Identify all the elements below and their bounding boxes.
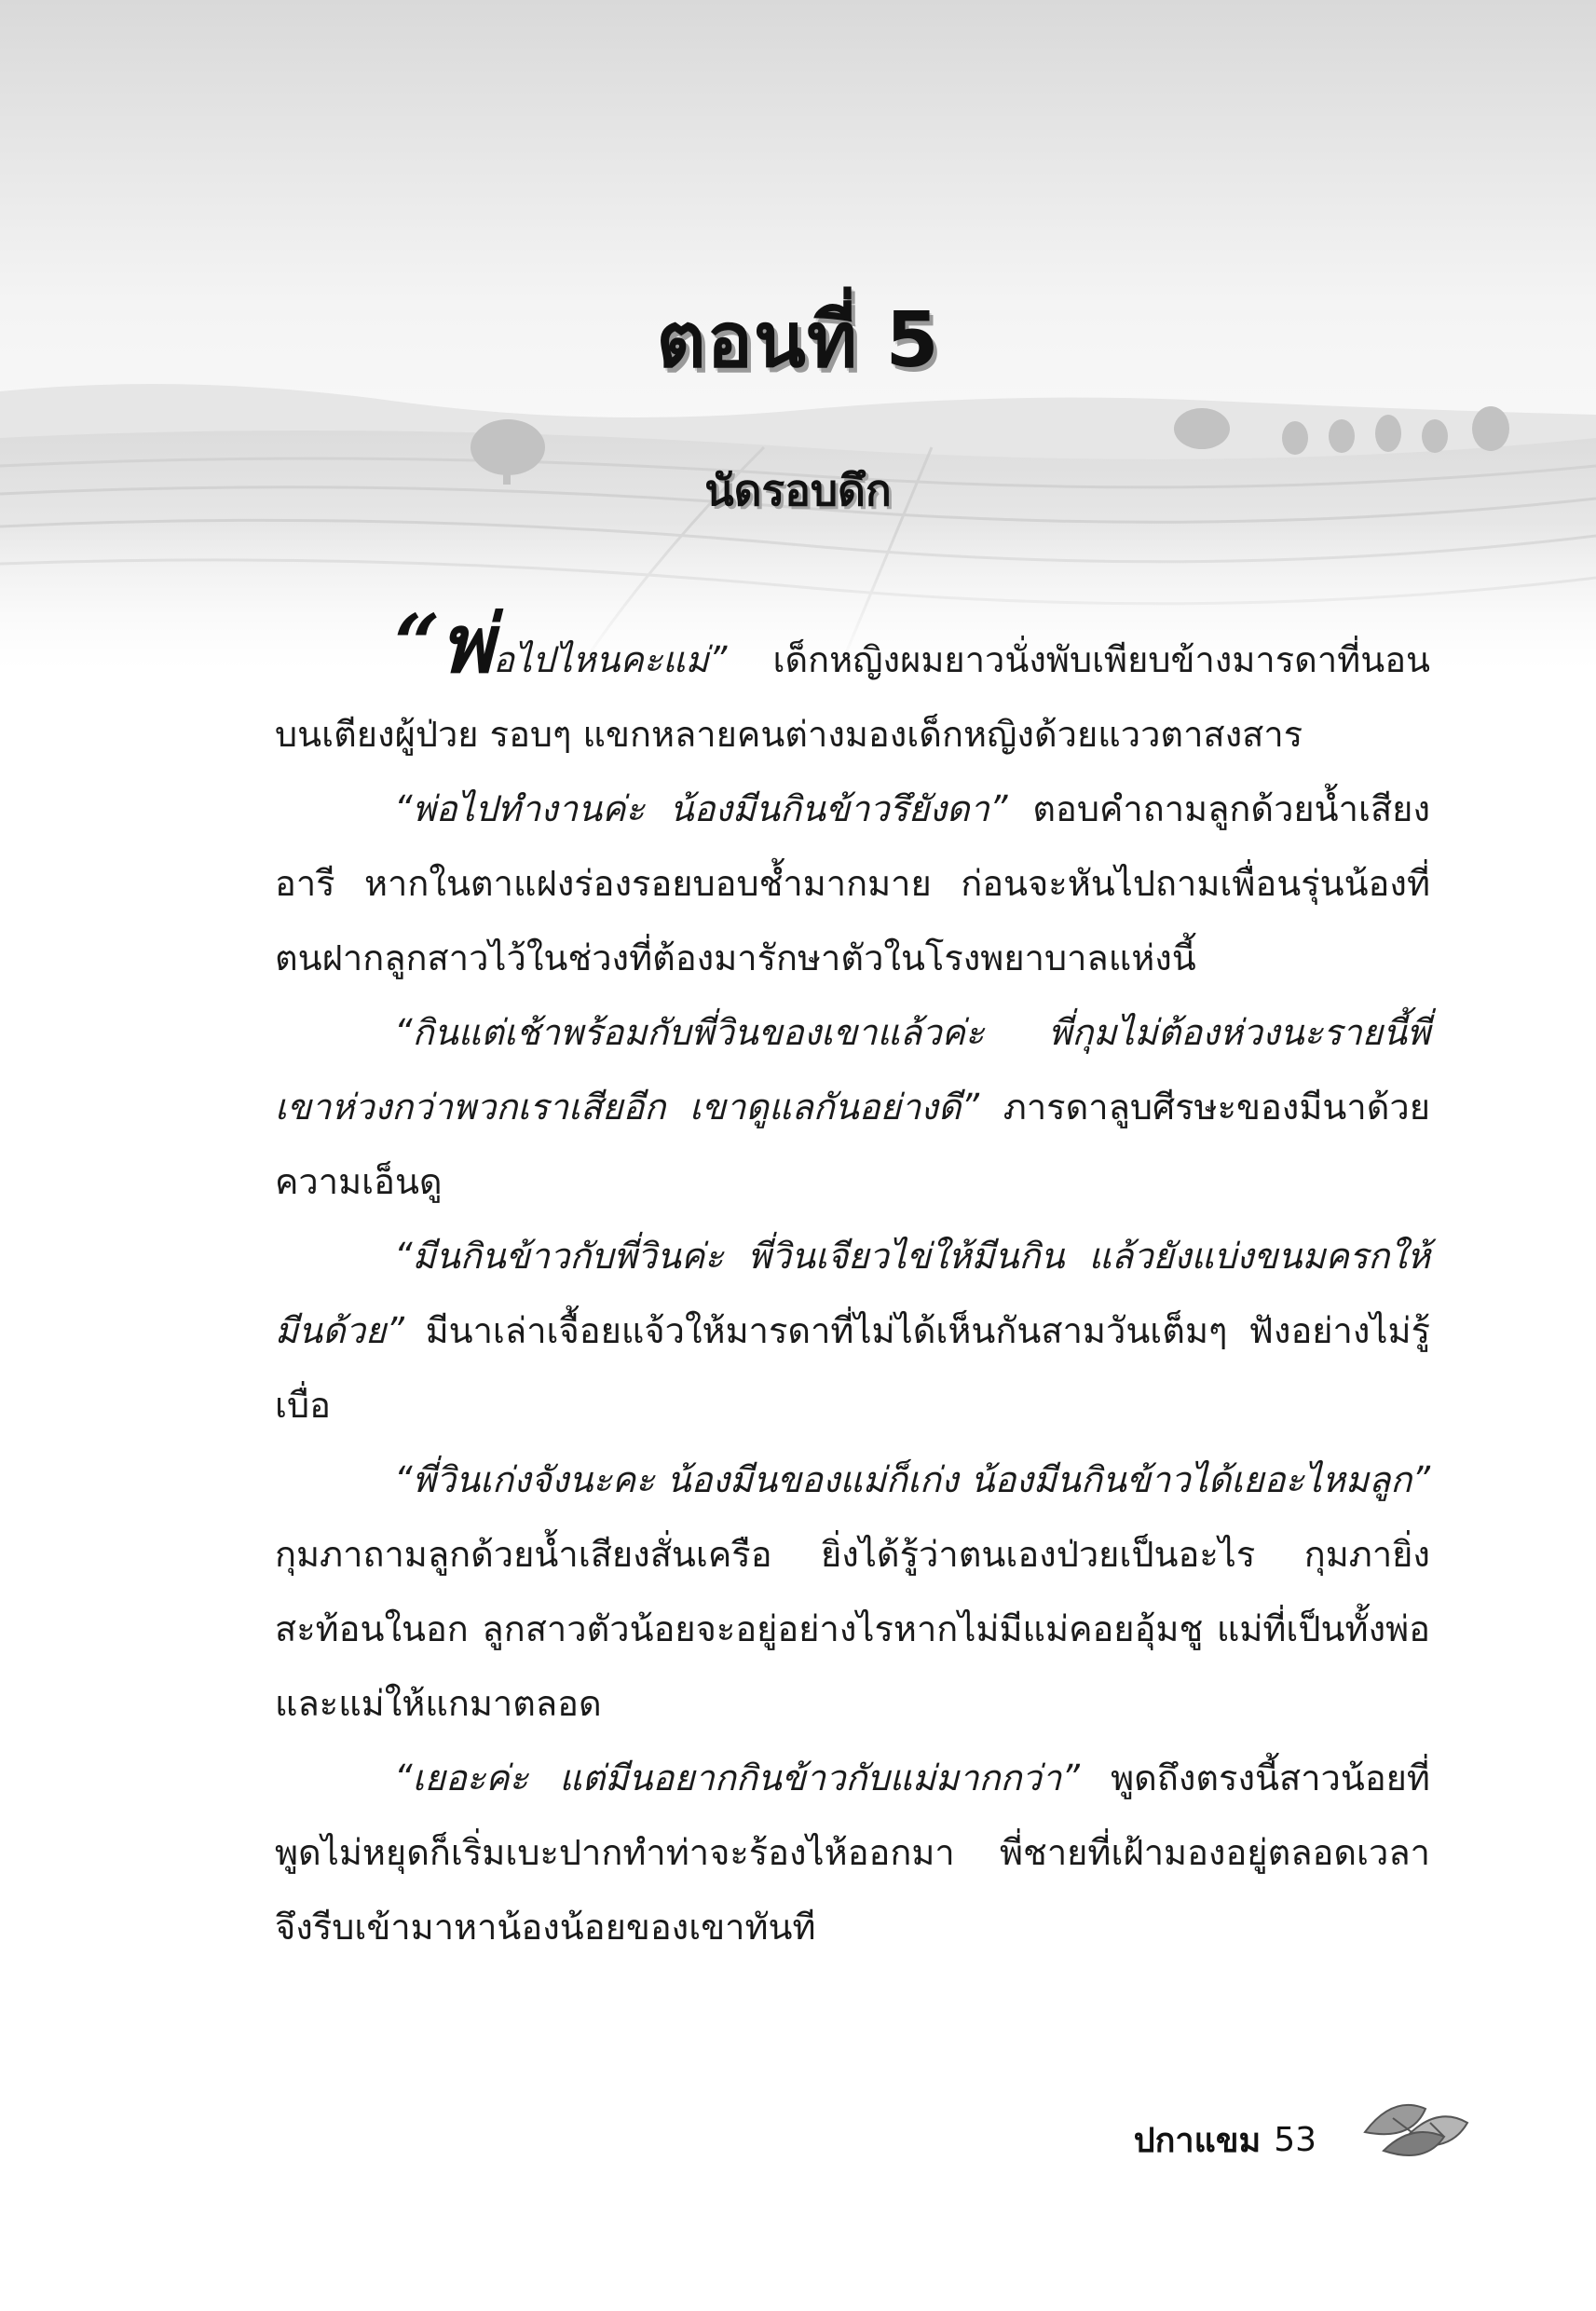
page-number: 53 <box>1274 2121 1316 2159</box>
dialogue-quote: “มีนกินข้าวกับพี่วินค่ะ พี่วินเจียวไข่ให้มีนกิน แล้วยังแบ่งขนมครกให้มีนด้วย” <box>275 1236 1430 1351</box>
paragraph-6 <box>275 1741 1430 1964</box>
dialogue-quote: “เยอะค่ะ แต่มีนอยากกินข้าวกับแม่มากกว่า” <box>394 1757 1080 1798</box>
narration: ภารดาลูบศีรษะของมีนาด้วยความเอ็นดู <box>275 1087 1430 1202</box>
paragraph-3 <box>275 995 1430 1219</box>
paragraph-2 <box>275 772 1430 995</box>
dialogue-quote: “กินแต่เช้าพร้อมกับพี่วินของเขาแล้วค่ะ พี่กุมไม่ต้องห่วงนะรายนี้พี่เขาห่วงกว่าพวกเราเสียอีก เขาดูแลกันอย่างดี” <box>275 1012 1430 1128</box>
chapter-body <box>275 597 1430 1964</box>
paragraph-1 <box>275 597 1430 772</box>
page-footer <box>1134 2113 1316 2167</box>
paragraph-5 <box>275 1443 1430 1741</box>
dialogue-quote: อไปไหนคะแม่” <box>493 639 728 680</box>
chapter-title: ตอนที่ 5 <box>656 296 940 385</box>
narration: มีนาเล่าเจื้อยแจ้วให้มารดาที่ไม่ได้เห็นกันสามวันเต็มๆ ฟังอย่างไม่รู้เบื่อ <box>275 1310 1430 1426</box>
narration: พูดถึงตรงนี้สาวน้อยที่พูดไม่หยุดก็เริ่มเบะปากทำท่าจะร้องไห้ออกมา พี่ชายที่เฝ้ามองอยู่ตลอดเวลาจึงรีบเข้ามาหาน้องน้อยของเขาทันที <box>275 1757 1430 1948</box>
narration: กุมภาถามลูกด้วยน้ำเสียงสั่นเครือ ยิ่งได้รู้ว่าตนเองป่วยเป็นอะไร กุมภายิ่งสะท้อนในอก ลูกสาวตัวน้อยจะอยู่อย่างไรหากไม่มีแม่คอยอุ้มชู แม่ที่เป็นทั้งพ่อและแม่ให้แกมาตลอด <box>275 1534 1430 1724</box>
drop-cap: “พ่ <box>394 597 494 691</box>
chapter-subtitle: นัดรอบดึก <box>704 465 892 515</box>
rice-bundle-ornament-icon <box>1356 2076 1477 2169</box>
narration: ตอบคำถามลูกด้วยน้ำเสียงอารี หากในตาแฝงร่องรอยบอบช้ำมากมาย ก่อนจะหันไปถามเพื่อนรุ่นน้องที่ตนฝากลูกสาวไว้ในช่วงที่ต้องมารักษาตัวในโรงพยาบาลแห่งนี้ <box>275 788 1430 978</box>
narration: เด็กหญิงผมยาวนั่งพับเพียบข้างมารดาที่นอนบนเตียงผู้ป่วย รอบๆ แขกหลายคนต่างมองเด็กหญิงด้วยแววตาสงสาร <box>275 639 1430 755</box>
dialogue-quote: “พ่อไปทำงานค่ะ น้องมีนกินข้าวรึยังดา” <box>394 788 1008 829</box>
dialogue-quote: “พี่วินเก่งจังนะคะ น้องมีนของแม่ก็เก่ง น้องมีนกินข้าวได้เยอะไหมลูก” <box>394 1459 1430 1500</box>
paragraph-4 <box>275 1219 1430 1443</box>
book-title: ปกาแขม <box>1133 2122 1262 2160</box>
